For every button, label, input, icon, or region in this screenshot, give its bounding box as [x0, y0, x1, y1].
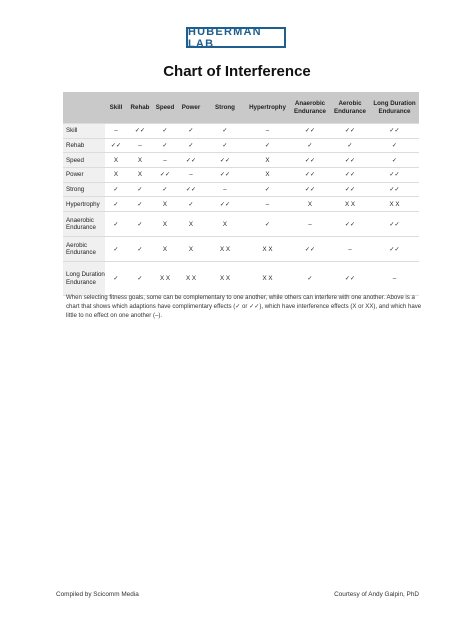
table-cell: ✓✓ — [177, 182, 205, 197]
table-cell: ✓✓ — [177, 153, 205, 168]
corner-cell — [63, 92, 105, 124]
table-cell: ✓ — [370, 153, 419, 168]
interference-table — [63, 92, 419, 296]
table-cell: – — [245, 124, 290, 139]
table-cell: – — [153, 153, 177, 168]
page-title: Chart of Interference — [163, 63, 311, 80]
table-cell: ✓ — [127, 237, 153, 262]
col-header: Strong — [205, 92, 245, 124]
huberman-lab-logo: HUBERMAN LAB — [186, 27, 286, 48]
table-row — [63, 182, 419, 197]
table-cell: X — [127, 168, 153, 183]
table-cell: X X — [153, 262, 177, 296]
table-cell: ✓✓ — [290, 168, 330, 183]
table-cell: X — [105, 153, 127, 168]
table-cell: ✓ — [153, 182, 177, 197]
table-cell: – — [127, 138, 153, 153]
table-cell: X — [153, 197, 177, 212]
table-cell: – — [205, 182, 245, 197]
table-cell: ✓✓ — [330, 262, 370, 296]
table-row — [63, 168, 419, 183]
table-cell: ✓✓ — [370, 182, 419, 197]
table-cell: ✓ — [205, 124, 245, 139]
table-cell: ✓✓ — [290, 124, 330, 139]
table-cell: ✓✓ — [370, 168, 419, 183]
table-row — [63, 197, 419, 212]
header-row — [63, 92, 419, 124]
table-cell: ✓✓ — [370, 124, 419, 139]
table-cell: ✓ — [290, 262, 330, 296]
row-header: Anaerobic Endurance — [63, 212, 105, 237]
table-row — [63, 124, 419, 139]
table-cell: ✓ — [177, 124, 205, 139]
table-cell: ✓ — [245, 212, 290, 237]
table-cell: X X — [245, 262, 290, 296]
table-cell: ✓ — [245, 138, 290, 153]
footer-credit-right: Courtesy of Andy Galpin, PhD — [334, 591, 419, 598]
col-header: Aerobic Endurance — [330, 92, 370, 124]
table-cell: ✓ — [153, 138, 177, 153]
table-cell: X X — [205, 262, 245, 296]
table-row — [63, 212, 419, 237]
table-cell: – — [290, 212, 330, 237]
table-cell: X — [177, 237, 205, 262]
row-header: Rehab — [63, 138, 105, 153]
table-cell: – — [245, 197, 290, 212]
row-header: Speed — [63, 153, 105, 168]
row-header: Long Duration Endurance — [63, 262, 105, 296]
table-cell: ✓ — [105, 212, 127, 237]
table-cell: ✓✓ — [127, 124, 153, 139]
table-cell: ✓ — [245, 182, 290, 197]
table-cell: – — [330, 237, 370, 262]
table-cell: X — [105, 168, 127, 183]
table-cell: X — [290, 197, 330, 212]
table-cell: ✓✓ — [205, 153, 245, 168]
table-cell: X — [127, 153, 153, 168]
row-header: Aerobic Endurance — [63, 237, 105, 262]
row-header: Skill — [63, 124, 105, 139]
table-cell: X — [153, 212, 177, 237]
row-header: Hypertrophy — [63, 197, 105, 212]
table-cell: ✓ — [127, 212, 153, 237]
table-cell: ✓✓ — [330, 212, 370, 237]
table-cell: – — [370, 262, 419, 296]
table-cell: ✓✓ — [330, 124, 370, 139]
table-cell: ✓ — [127, 197, 153, 212]
footer-credit-left: Compiled by Scicomm Media — [56, 591, 139, 598]
table-cell: ✓✓ — [330, 182, 370, 197]
table-cell: ✓ — [153, 124, 177, 139]
table-cell: ✓ — [330, 138, 370, 153]
table-cell: ✓ — [177, 138, 205, 153]
table-cell: X X — [370, 197, 419, 212]
table-cell: X X — [330, 197, 370, 212]
table-cell: – — [105, 124, 127, 139]
table-cell: ✓✓ — [330, 153, 370, 168]
table-cell: ✓ — [370, 138, 419, 153]
table-cell: ✓✓ — [290, 237, 330, 262]
col-header: Anaerobic Endurance — [290, 92, 330, 124]
table-row — [63, 153, 419, 168]
table-cell: ✓ — [205, 138, 245, 153]
col-header: Long Duration Endurance — [370, 92, 419, 124]
table-cell: ✓✓ — [153, 168, 177, 183]
table-cell: ✓✓ — [205, 168, 245, 183]
table-cell: ✓ — [290, 138, 330, 153]
table-row — [63, 237, 419, 262]
table-cell: X — [205, 212, 245, 237]
table-cell: ✓ — [127, 182, 153, 197]
table-cell: ✓✓ — [370, 237, 419, 262]
table-cell: ✓✓ — [205, 197, 245, 212]
table-cell: ✓ — [105, 237, 127, 262]
col-header: Skill — [105, 92, 127, 124]
row-header: Strong — [63, 182, 105, 197]
table-row — [63, 138, 419, 153]
table-cell: X X — [177, 262, 205, 296]
col-header: Hypertrophy — [245, 92, 290, 124]
table-cell: ✓✓ — [105, 138, 127, 153]
col-header: Speed — [153, 92, 177, 124]
table-row — [63, 262, 419, 296]
table-cell: ✓ — [105, 197, 127, 212]
col-header: Power — [177, 92, 205, 124]
table-cell: ✓ — [105, 262, 127, 296]
table-cell: ✓✓ — [290, 182, 330, 197]
table-cell: ✓ — [177, 197, 205, 212]
table-cell: ✓✓ — [290, 153, 330, 168]
table-cell: X X — [245, 237, 290, 262]
table-cell: X — [245, 168, 290, 183]
col-header: Rehab — [127, 92, 153, 124]
table-cell: X — [177, 212, 205, 237]
table-cell: – — [177, 168, 205, 183]
table-cell: X — [153, 237, 177, 262]
table-cell: ✓✓ — [370, 212, 419, 237]
table-cell: X — [245, 153, 290, 168]
table-cell: X X — [205, 237, 245, 262]
explanation-note: When selecting fitness goals, some can be complementary to one another, while others can interfere with one another. Above is a chart that shows which adaptions have complimentary effects (✓ or ✓✓), which have interference effects (X or XX), and which have little to no effect on one another (–). — [66, 294, 422, 319]
table-cell: ✓✓ — [330, 168, 370, 183]
table-cell: ✓ — [105, 182, 127, 197]
table-cell: ✓ — [127, 262, 153, 296]
row-header: Power — [63, 168, 105, 183]
